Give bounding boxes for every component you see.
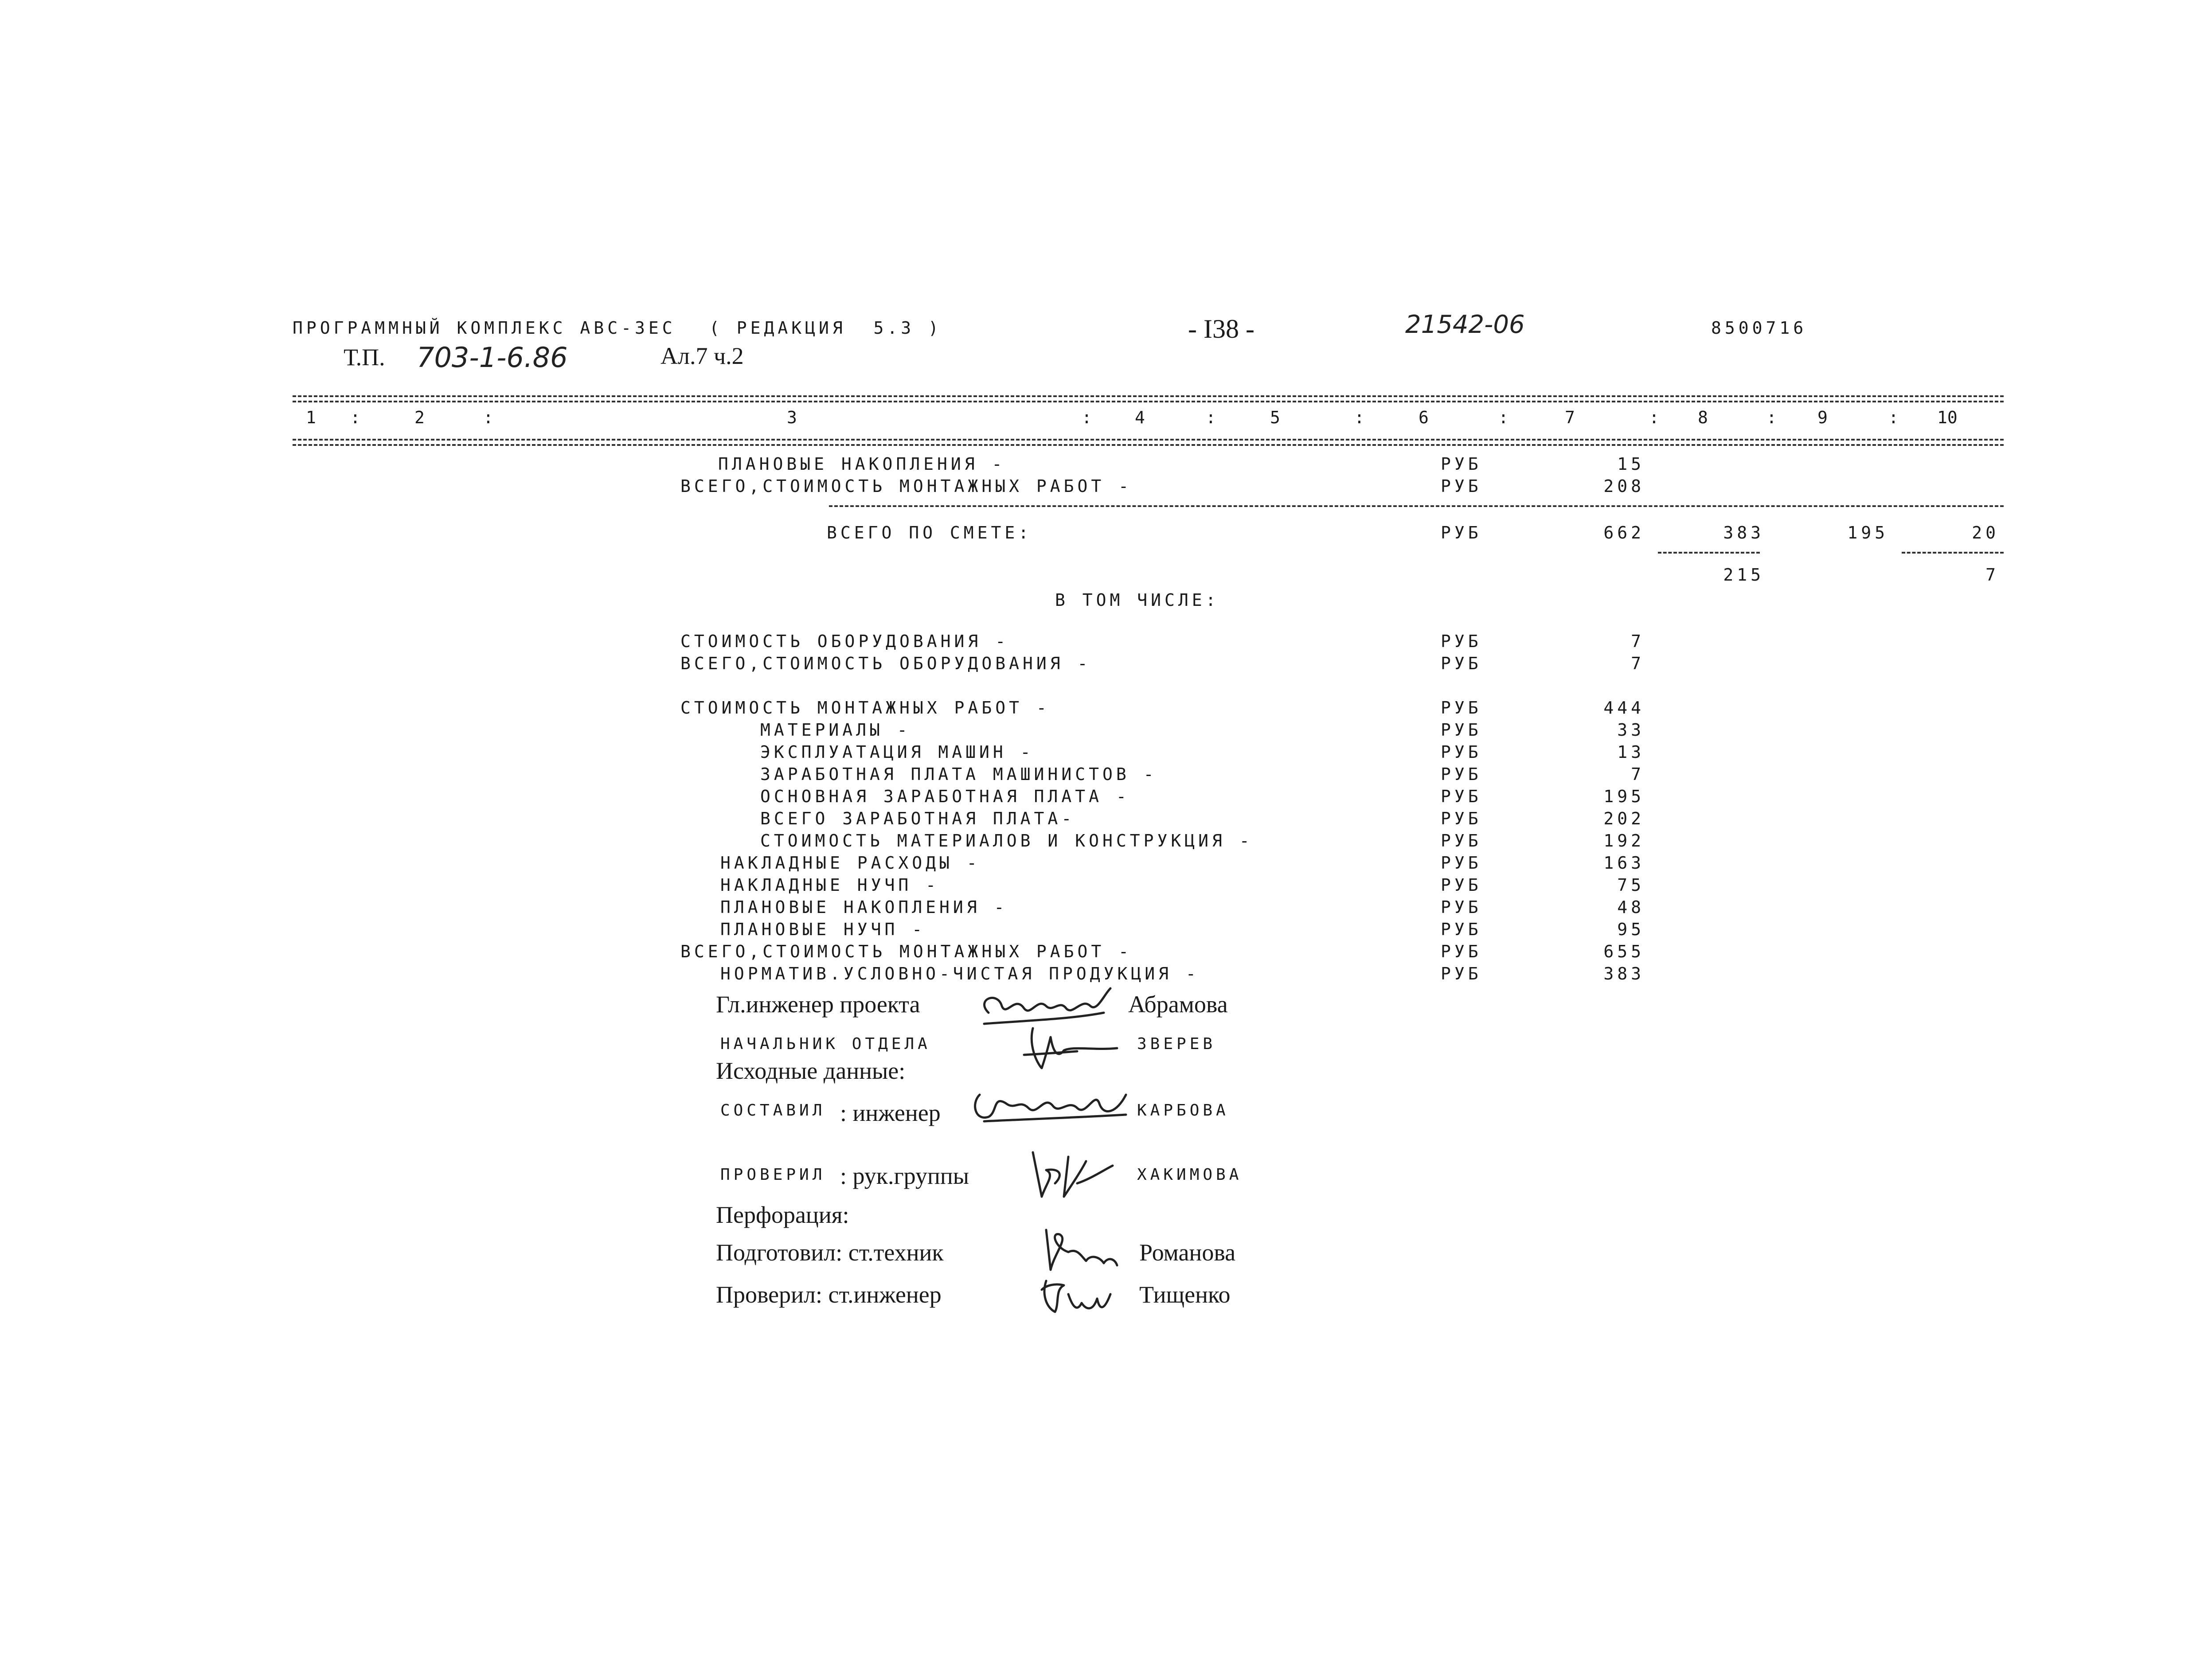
row-unit: РУБ (1441, 875, 1482, 895)
row-value-col7: 208 (1603, 476, 1645, 496)
checker-signature (1020, 1143, 1117, 1206)
including-label: В ТОМ ЧИСЛЕ: (1055, 590, 1219, 610)
col8-sub-rule (1658, 552, 1760, 554)
row-unit: РУБ (1441, 809, 1482, 828)
row-label: ПЛАНОВЫЕ НАКОПЛЕНИЯ - (718, 454, 1006, 474)
col-2: 2 (414, 408, 425, 427)
edition-label: ( РЕДАКЦИЯ 5.3 ) (709, 318, 942, 338)
row-value-col7: 7 (1631, 654, 1645, 673)
verifier-signature (1028, 1268, 1117, 1325)
row-label: ЗАРАБОТНАЯ ПЛАТА МАШИНИСТОВ - (760, 765, 1157, 784)
chief-engineer-name: Абрамова (1128, 991, 1228, 1018)
doc-number: 21542-06 (1405, 310, 1525, 339)
row-label: НАКЛАДНЫЕ РАСХОДЫ - (720, 853, 981, 873)
row-unit: РУБ (1441, 787, 1482, 806)
album-label: Ал.7 ч.2 (660, 343, 744, 369)
dept-head-name: ЗВЕРЕВ (1137, 1035, 1216, 1053)
dept-head-label: НАЧАЛЬНИК ОТДЕЛА (720, 1035, 931, 1053)
col-sep: : (1498, 408, 1509, 427)
total-col10: 20 (1972, 523, 1999, 542)
row-value-col7: 33 (1617, 720, 1645, 740)
row-unit: РУБ (1441, 720, 1482, 740)
col-6: 6 (1419, 408, 1429, 427)
row-label: СТОИМОСТЬ МАТЕРИАЛОВ И КОНСТРУКЦИЯ - (760, 831, 1253, 851)
row-label: ОСНОВНАЯ ЗАРАБОТНАЯ ПЛАТА - (760, 787, 1130, 806)
row-label: ЭКСПЛУАТАЦИЯ МАШИН - (760, 742, 1034, 762)
compiled-role: : инженер (840, 1100, 941, 1126)
compiled-label: СОСТАВИЛ (720, 1101, 826, 1120)
row-label: ВСЕГО,СТОИМОСТЬ МОНТАЖНЫХ РАБОТ - (680, 942, 1132, 961)
col-9: 9 (1817, 408, 1828, 427)
col-1: 1 (306, 408, 316, 427)
row-label: НОРМАТИВ.УСЛОВНО-ЧИСТАЯ ПРОДУКЦИЯ - (720, 964, 1200, 983)
row-unit: РУБ (1441, 632, 1482, 651)
row-value-col7: 15 (1617, 454, 1645, 474)
total-col8: 383 (1723, 523, 1764, 542)
row-unit: РУБ (1441, 831, 1482, 851)
row-unit: РУБ (1441, 853, 1482, 873)
row-value-col7: 202 (1603, 809, 1645, 828)
col-10: 10 (1937, 408, 1958, 427)
row-unit: РУБ (1441, 654, 1482, 673)
row-value-col7: 7 (1631, 765, 1645, 784)
chief-engineer-label: Гл.инженер проекта (716, 991, 920, 1018)
total-col9: 195 (1847, 523, 1888, 542)
row-value-col7: 383 (1603, 964, 1645, 983)
verified-label: Проверил: ст.инженер (716, 1281, 942, 1308)
col-sep: : (1082, 408, 1092, 427)
row-value-col7: 7 (1631, 632, 1645, 651)
row-value-col7: 95 (1617, 920, 1645, 939)
page-number: - I38 - (1188, 314, 1255, 343)
row-label: ВСЕГО,СТОИМОСТЬ МОНТАЖНЫХ РАБОТ - (680, 476, 1132, 496)
row-unit: РУБ (1441, 454, 1482, 474)
row-unit: РУБ (1441, 920, 1482, 939)
header-rule-top-2 (293, 401, 2004, 402)
row-label: СТОИМОСТЬ МОНТАЖНЫХ РАБОТ - (680, 698, 1050, 718)
header-rule-bottom-2 (293, 444, 2004, 446)
row-unit: РУБ (1441, 964, 1482, 983)
total-col10-sub: 7 (1985, 565, 1999, 585)
program-title: ПРОГРАММНЫЙ КОМПЛЕКС АВС-3ЕС (293, 318, 676, 338)
row-value-col7: 48 (1617, 897, 1645, 917)
col-3: 3 (787, 408, 797, 427)
row-label: СТОИМОСТЬ ОБОРУДОВАНИЯ - (680, 632, 1009, 651)
col-sep: : (483, 408, 493, 427)
row-value-col7: 195 (1603, 787, 1645, 806)
checked-role: : рук.группы (840, 1163, 969, 1189)
compiler-signature (966, 1077, 1135, 1139)
row-value-col7: 444 (1603, 698, 1645, 718)
subtotal-rule (829, 505, 2004, 507)
row-unit: РУБ (1441, 698, 1482, 718)
col-sep: : (1649, 408, 1659, 427)
prepared-label: Подготовил: ст.техник (716, 1239, 944, 1266)
total-col8-sub: 215 (1723, 565, 1764, 585)
col-7: 7 (1565, 408, 1575, 427)
row-label: ВСЕГО ЗАРАБОТНАЯ ПЛАТА- (760, 809, 1075, 828)
col-sep: : (1354, 408, 1364, 427)
row-unit: РУБ (1441, 476, 1482, 496)
col-5: 5 (1270, 408, 1280, 427)
document-code: 8500716 (1711, 318, 1807, 338)
col-4: 4 (1135, 408, 1145, 427)
row-label: ПЛАНОВЫЕ НУЧП - (720, 920, 926, 939)
col10-sub-rule (1902, 552, 2004, 554)
tp-label: Т.П. (344, 344, 385, 371)
col-sep: : (1888, 408, 1899, 427)
perforation-label: Перфорация: (716, 1202, 849, 1228)
col-sep: : (350, 408, 360, 427)
verified-name: Тищенко (1139, 1281, 1231, 1308)
col-8: 8 (1698, 408, 1708, 427)
row-value-col7: 163 (1603, 853, 1645, 873)
row-value-col7: 13 (1617, 742, 1645, 762)
col-sep: : (1766, 408, 1777, 427)
row-unit: РУБ (1441, 942, 1482, 961)
total-label: ВСЕГО ПО СМЕТЕ: (827, 523, 1032, 542)
prepared-name: Романова (1139, 1239, 1236, 1266)
row-value-col7: 655 (1603, 942, 1645, 961)
dept-head-signature (1015, 1019, 1122, 1077)
compiled-name: КАРБОВА (1137, 1101, 1229, 1120)
row-unit: РУБ (1441, 742, 1482, 762)
source-data-label: Исходные данные: (716, 1057, 906, 1084)
row-unit: РУБ (1441, 765, 1482, 784)
col-sep: : (1206, 408, 1216, 427)
row-label: ПЛАНОВЫЕ НАКОПЛЕНИЯ - (720, 897, 1008, 917)
header-rule-bottom (293, 439, 2004, 441)
checked-name: ХАКИМОВА (1137, 1166, 1243, 1184)
row-label: МАТЕРИАЛЫ - (760, 720, 911, 740)
row-unit: РУБ (1441, 897, 1482, 917)
header-rule-top (293, 395, 2004, 397)
tp-number: 703-1-6.86 (417, 341, 568, 374)
row-value-col7: 75 (1617, 875, 1645, 895)
total-unit: РУБ (1441, 523, 1482, 542)
checked-label: ПРОВЕРИЛ (720, 1166, 826, 1184)
row-label: ВСЕГО,СТОИМОСТЬ ОБОРУДОВАНИЯ - (680, 654, 1091, 673)
row-label: НАКЛАДНЫЕ НУЧП - (720, 875, 940, 895)
row-value-col7: 192 (1603, 831, 1645, 851)
total-col7: 662 (1603, 523, 1645, 542)
